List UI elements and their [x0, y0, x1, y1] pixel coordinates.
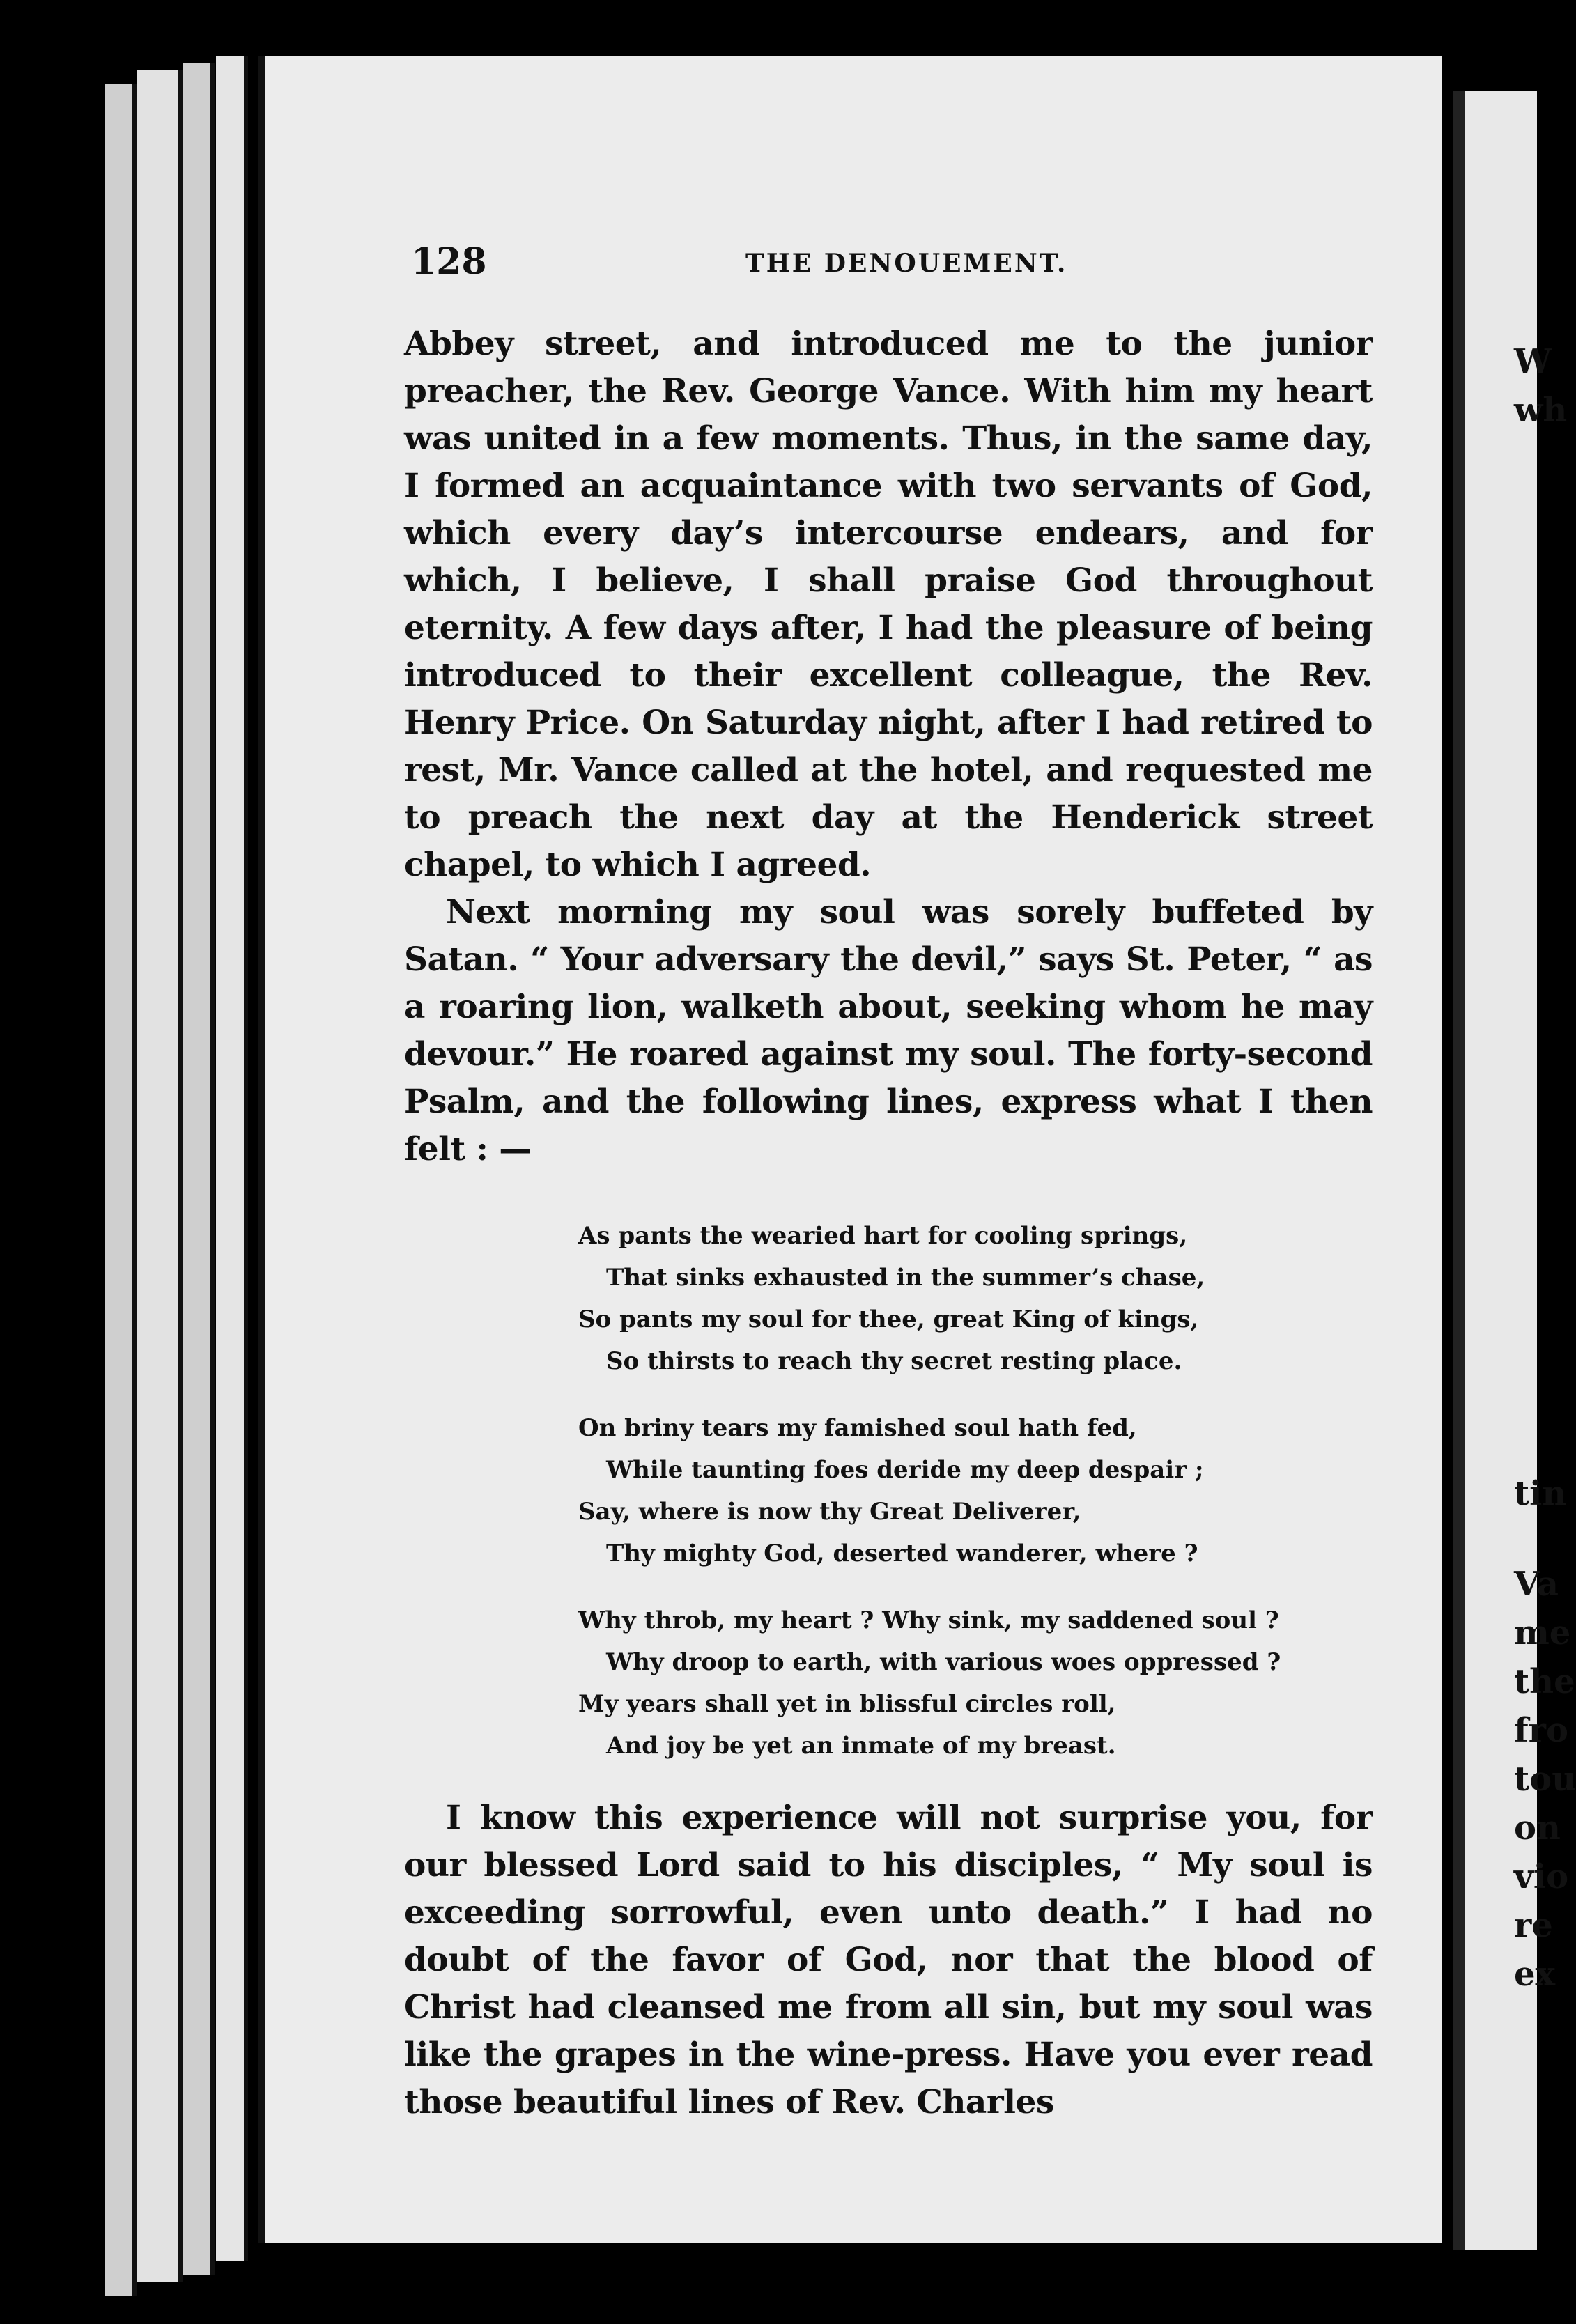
poem-line: And joy be yet an inmate of my breast.	[606, 1732, 1116, 1760]
facing-page-fragment: vio	[1514, 1857, 1569, 1896]
poem-line: Thy mighty God, deserted wanderer, where ?	[606, 1540, 1198, 1567]
paragraph: Abbey street, and introduced me to the junior preacher, the Rev. George Vance. With him my heart was united in a few moments. Thus, in the same day, I formed an acquaintance with two servants of God, which every day’s intercourse endears, and for which, I believe, I shall praise God throughout eternity. A few days after, I had the pleasure of being introduced to their excellent colleague, the Rev. Henry Price. On Saturday night, after I had retired to rest, Mr. Vance called at the hotel, and requested me to preach the next day at the Henderick street chapel, to which I agreed.	[404, 325, 1373, 884]
page-edge	[137, 70, 183, 2282]
page-edge	[216, 56, 248, 2261]
facing-page-fragment: wh	[1514, 391, 1568, 430]
poem-line: My years shall yet in blissful circles roll,	[578, 1690, 1116, 1718]
page-edge	[105, 84, 137, 2296]
paragraph: Next morning my soul was sorely buffeted by Satan. “ Your adversary the devil,” says St. Peter, “ as a roaring lion, walketh about, seeking whom he may devour.” He roared against my soul. The forty-second Psalm, and the following lines, express what I then felt : —	[404, 893, 1373, 1168]
page-edge	[183, 63, 215, 2275]
poem-line: Why droop to earth, with various woes oppressed ?	[606, 1648, 1281, 1676]
facing-page	[1453, 91, 1576, 2250]
facing-page-fragment: re	[1514, 1906, 1553, 1945]
poem-line: Say, where is now thy Great Deliverer,	[578, 1498, 1081, 1526]
page-header	[411, 240, 1386, 282]
facing-page-fragment: Va	[1514, 1565, 1559, 1604]
facing-page-fragment: W	[1514, 342, 1552, 381]
facing-page-fragment: tin	[1514, 1474, 1567, 1513]
poem	[578, 1215, 1373, 1767]
facing-page-fragment: me	[1514, 1613, 1571, 1652]
running-title: THE DENOUEMENT.	[745, 249, 1068, 278]
facing-page-fragment: tou	[1514, 1760, 1576, 1799]
facing-page-fragment: on	[1514, 1808, 1561, 1847]
poem-line: While taunting foes deride my deep despair ;	[606, 1456, 1204, 1484]
facing-page-fragment: fro	[1514, 1711, 1568, 1750]
page-number: 128	[411, 240, 487, 283]
poem-line: Why throb, my heart ? Why sink, my saddened soul ?	[578, 1606, 1279, 1634]
poem-stanza	[578, 1407, 1373, 1574]
poem-stanza	[578, 1599, 1373, 1767]
poem-line: That sinks exhausted in the summer’s chase,	[606, 1264, 1205, 1292]
page-body	[404, 320, 1373, 2126]
poem-line: As pants the wearied hart for cooling springs,	[578, 1222, 1188, 1250]
poem-line: So pants my soul for thee, great King of kings,	[578, 1306, 1199, 1333]
poem-line: On briny tears my famished soul hath fed,	[578, 1414, 1137, 1442]
facing-page-fragment: ex	[1514, 1955, 1556, 1994]
poem-stanza	[578, 1215, 1373, 1382]
poem-line: So thirsts to reach thy secret resting place.	[606, 1347, 1182, 1375]
facing-page-fragment: the	[1514, 1662, 1575, 1701]
paragraph: I know this experience will not surprise you, for our blessed Lord said to his disciples, “ My soul is exceeding sorrowful, even unto death.” I had no doubt of the favor of God, nor that the blood of Christ had cleansed me from all sin, but my soul was like the grapes in the wine-press. Have you ever read those beautiful lines of Rev. Charles	[404, 1799, 1373, 2121]
